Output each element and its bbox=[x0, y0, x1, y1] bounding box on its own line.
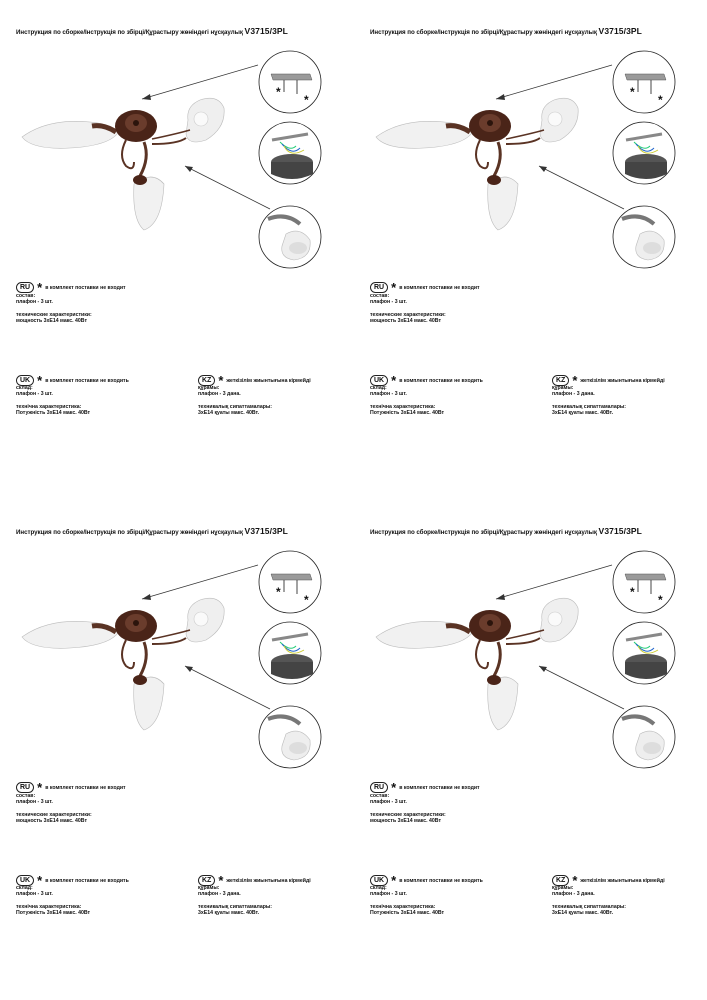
badge-ru: RU bbox=[370, 282, 388, 293]
section-ru-body: состав: плафон - 3 шт. технические характеристики: мощность 3хЕ14 макс. 40Вт bbox=[370, 793, 446, 825]
instruction-title: Инструкция по сборке/Інструкція по збірці/Құрастыру жөніндегі нұсқаулық V3715/3PL bbox=[370, 526, 642, 536]
star-icon: * bbox=[37, 280, 43, 296]
detail-wiring-icon bbox=[613, 622, 675, 684]
detail-mount-plate-icon bbox=[259, 51, 321, 113]
svg-text:*: * bbox=[658, 593, 663, 607]
arrow-icon bbox=[496, 565, 612, 600]
star-icon: * bbox=[37, 780, 43, 796]
star-icon: * bbox=[391, 280, 397, 296]
section-kz-header: KZ * жеткізілім жиынтығына кірмейді bbox=[198, 872, 311, 890]
badge-uk: UK bbox=[370, 375, 388, 386]
badge-kz: KZ bbox=[198, 875, 215, 886]
svg-text:*: * bbox=[630, 585, 635, 599]
star-icon: * bbox=[391, 873, 397, 889]
detail-shade-icon bbox=[613, 706, 675, 768]
section-kz-header: KZ * жеткізілім жиынтығына кірмейді bbox=[552, 372, 665, 390]
instruction-card-top-right bbox=[354, 0, 694, 480]
model-number: V3715/3PL bbox=[598, 26, 642, 36]
svg-text:*: * bbox=[276, 85, 281, 99]
detail-shade-icon bbox=[613, 206, 675, 268]
section-kz-header: KZ * жеткізілім жиынтығына кірмейді bbox=[552, 872, 665, 890]
badge-kz: KZ bbox=[552, 375, 569, 386]
star-icon: * bbox=[218, 373, 224, 389]
detail-mount-plate-icon bbox=[613, 551, 675, 613]
svg-text:*: * bbox=[304, 93, 309, 107]
badge-ru: RU bbox=[370, 782, 388, 793]
detail-shade-icon bbox=[259, 706, 321, 768]
section-kz-body: құрамы: плафон - 3 дана. техникалық сипаттамалары: 3хЕ14 қуаты макс. 40Вт. bbox=[198, 385, 273, 417]
section-uk-body: склад: плафон - 3 шт. технічна характеристика: Потужність 3хЕ14 макс. 40Вт bbox=[16, 385, 91, 417]
lamp-illustration bbox=[0, 534, 340, 794]
detail-mount-plate-icon bbox=[259, 551, 321, 613]
badge-ru: RU bbox=[16, 782, 34, 793]
section-ru-header: RU * в комплект поставки не входит bbox=[16, 279, 126, 297]
lamp-illustration bbox=[0, 34, 340, 294]
detail-wiring-icon bbox=[259, 622, 321, 684]
detail-wiring-icon bbox=[259, 122, 321, 184]
section-uk-header: UK * в комплект поставки не входить bbox=[16, 872, 129, 890]
instruction-card-top-left bbox=[0, 0, 340, 480]
arrow-icon bbox=[185, 166, 270, 209]
badge-kz: KZ bbox=[552, 875, 569, 886]
detail-shade-icon bbox=[259, 206, 321, 268]
star-icon: * bbox=[572, 873, 578, 889]
section-uk-body: склад: плафон - 3 шт. технічна характеристика: Потужність 3хЕ14 макс. 40Вт bbox=[370, 885, 445, 917]
svg-text:*: * bbox=[276, 585, 281, 599]
section-ru-body: состав: плафон - 3 шт. технические характеристики: мощность 3хЕ14 макс. 40Вт bbox=[16, 793, 92, 825]
instruction-title: Инструкция по сборке/Інструкція по збірці/Құрастыру жөніндегі нұсқаулық V3715/3PL bbox=[370, 26, 642, 36]
star-icon: * bbox=[37, 373, 43, 389]
arrow-icon bbox=[496, 65, 612, 100]
star-icon: * bbox=[572, 373, 578, 389]
section-ru-body: состав: плафон - 3 шт. технические характеристики: мощность 3хЕ14 макс. 40Вт bbox=[16, 293, 92, 325]
section-kz-header: KZ * жеткізілім жиынтығына кірмейді bbox=[198, 372, 311, 390]
lamp-illustration bbox=[354, 34, 694, 294]
badge-kz: KZ bbox=[198, 375, 215, 386]
star-icon: * bbox=[391, 373, 397, 389]
section-kz-body: құрамы: плафон - 3 дана. техникалық сипаттамалары: 3хЕ14 қуаты макс. 40Вт. bbox=[552, 885, 627, 917]
instruction-card-bottom-right bbox=[354, 500, 694, 980]
star-icon: * bbox=[218, 873, 224, 889]
section-uk-body: склад: плафон - 3 шт. технічна характеристика: Потужність 3хЕ14 макс. 40Вт bbox=[16, 885, 91, 917]
badge-uk: UK bbox=[16, 875, 34, 886]
section-ru-header: RU * в комплект поставки не входит bbox=[370, 779, 480, 797]
arrow-icon bbox=[539, 166, 624, 209]
section-kz-body: құрамы: плафон - 3 дана. техникалық сипаттамалары: 3хЕ14 қуаты макс. 40Вт. bbox=[552, 385, 627, 417]
arrow-icon bbox=[185, 666, 270, 709]
model-number: V3715/3PL bbox=[598, 526, 642, 536]
detail-mount-plate-icon bbox=[613, 51, 675, 113]
section-ru-header: RU * в комплект поставки не входит bbox=[16, 779, 126, 797]
star-icon: * bbox=[391, 780, 397, 796]
section-ru-body: состав: плафон - 3 шт. технические характеристики: мощность 3хЕ14 макс. 40Вт bbox=[370, 293, 446, 325]
section-uk-header: UK * в комплект поставки не входить bbox=[16, 372, 129, 390]
section-kz-body: құрамы: плафон - 3 дана. техникалық сипаттамалары: 3хЕ14 қуаты макс. 40Вт. bbox=[198, 885, 273, 917]
arrow-icon bbox=[142, 65, 258, 100]
arrow-icon bbox=[539, 666, 624, 709]
badge-uk: UK bbox=[16, 375, 34, 386]
instruction-title: Инструкция по сборке/Інструкція по збірці/Құрастыру жөніндегі нұсқаулық V3715/3PL bbox=[16, 526, 288, 536]
lamp-illustration bbox=[354, 534, 694, 794]
model-number: V3715/3PL bbox=[244, 26, 288, 36]
section-ru-header: RU * в комплект поставки не входит bbox=[370, 279, 480, 297]
section-uk-header: UK * в комплект поставки не входить bbox=[370, 372, 483, 390]
badge-ru: RU bbox=[16, 282, 34, 293]
star-icon: * bbox=[37, 873, 43, 889]
section-uk-body: склад: плафон - 3 шт. технічна характеристика: Потужність 3хЕ14 макс. 40Вт bbox=[370, 385, 445, 417]
svg-text:*: * bbox=[304, 593, 309, 607]
section-uk-header: UK * в комплект поставки не входить bbox=[370, 872, 483, 890]
instruction-title: Инструкция по сборке/Інструкція по збірці/Құрастыру жөніндегі нұсқаулық V3715/3PL bbox=[16, 26, 288, 36]
detail-wiring-icon bbox=[613, 122, 675, 184]
svg-text:*: * bbox=[630, 85, 635, 99]
arrow-icon bbox=[142, 565, 258, 600]
badge-uk: UK bbox=[370, 875, 388, 886]
instruction-card-bottom-left bbox=[0, 500, 340, 980]
svg-text:*: * bbox=[658, 93, 663, 107]
model-number: V3715/3PL bbox=[244, 526, 288, 536]
